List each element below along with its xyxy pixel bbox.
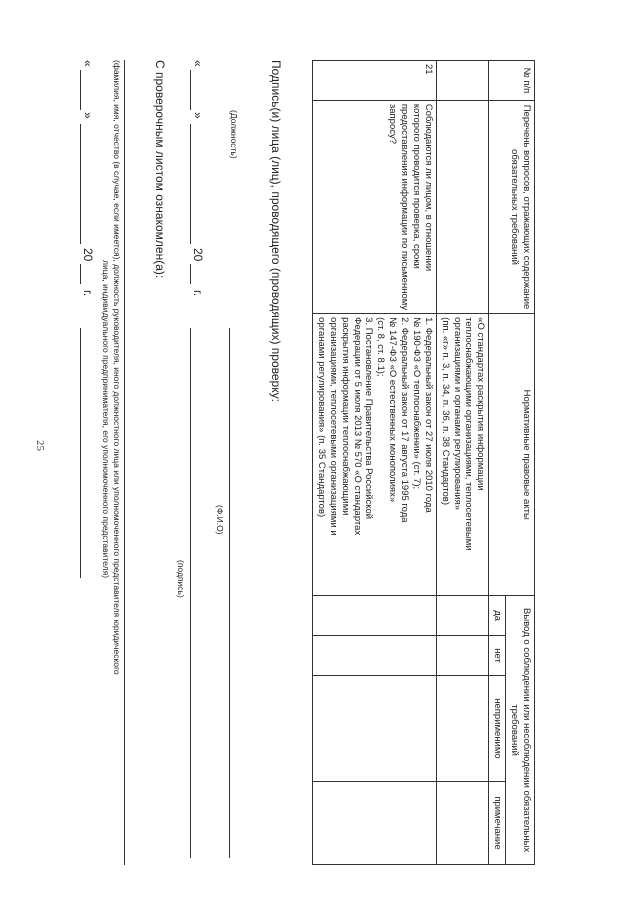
- act-line: (пп. «г» п. 3, п. 34, п. 36, п. 38 Стандартов): [439, 317, 451, 505]
- header-num: № п/п: [489, 61, 535, 101]
- act-line: органами регулирования» (п. 35 Стандартов): [316, 317, 327, 518]
- cell-yes[interactable]: [436, 596, 489, 636]
- act-line: раскрытия информации теплоснабжающими: [339, 317, 351, 516]
- date-close-2: »: [81, 112, 95, 119]
- sign-label: (подпись): [176, 560, 186, 598]
- representative-caption-1: (фамилия, имя, отчество (в случае, если имеется), должность руководителя, иного должностного лица или уполномоченного представителя юридического: [112, 60, 122, 675]
- cell-note[interactable]: [313, 781, 437, 864]
- year-line-2[interactable]: [80, 264, 81, 284]
- year-suffix-2: г.: [81, 290, 95, 297]
- cell-not-applicable[interactable]: [436, 676, 489, 782]
- representative-line[interactable]: [124, 60, 125, 865]
- cell-note[interactable]: [436, 781, 489, 864]
- inspectors-label: Подпись(и) лица (лиц), проводящего (проводящих) проверку:: [269, 60, 283, 402]
- fio-label: (Ф.И.О): [215, 505, 225, 535]
- header-not-applicable: неприменимо: [489, 676, 506, 782]
- table-header-row: [506, 61, 535, 865]
- header-no: нет: [489, 636, 506, 676]
- date-close: »: [191, 112, 205, 119]
- row-num: [436, 61, 489, 101]
- fio-line[interactable]: [229, 328, 230, 858]
- acquainted-label: С проверочным листом ознакомлен(а):: [153, 60, 167, 279]
- month-line[interactable]: [190, 124, 191, 244]
- cell-yes[interactable]: [313, 596, 437, 636]
- act-line: 1. Федеральный закон от 27 июля 2010 года: [422, 317, 434, 513]
- act-line: № 190-ФЗ «О теплоснабжении» (ст. 7);: [411, 317, 422, 490]
- row-num: 21: [313, 61, 437, 101]
- day-line-2[interactable]: [80, 70, 81, 110]
- year-line[interactable]: [190, 264, 191, 284]
- signature-line[interactable]: [190, 328, 191, 858]
- row-question: Соблюдаются ли лицом, в отношении которого проводится проверка, сроки предоставления информации по письменному запросу?: [313, 100, 437, 313]
- date-open: «: [191, 60, 205, 67]
- representative-caption-2: лица, индивидуального предпринимателя, его уполномоченного представителя): [101, 260, 111, 579]
- year-prefix-2: 20: [81, 248, 95, 262]
- header-conclusion: Вывод о соблюдении или несоблюдении обязательных требований: [506, 596, 535, 865]
- act-line: (ст. 8, ст. 8.1);: [375, 317, 387, 377]
- header-yes: да: [489, 596, 506, 636]
- act-line: организациями и органами регулирования»: [451, 317, 463, 511]
- row-question: [436, 100, 489, 313]
- year-suffix: г.: [191, 290, 205, 297]
- cell-no[interactable]: [436, 636, 489, 676]
- act-line: 3. Постановление Правительства Российской: [363, 317, 375, 520]
- day-line[interactable]: [190, 70, 191, 110]
- date-open-2: «: [81, 60, 95, 67]
- act-line: организациями, теплосетевыми организациями и: [327, 317, 339, 536]
- header-acts: Нормативные правовые акты: [489, 314, 535, 596]
- act-line: «О стандартах раскрытия информации: [475, 317, 487, 491]
- checklist-table: [312, 60, 535, 865]
- header-note: примечание: [489, 781, 506, 864]
- year-prefix: 20: [191, 248, 205, 262]
- position-label: (Должность): [229, 110, 239, 159]
- row-acts: [313, 314, 437, 596]
- act-line: теплоснабжающими организациями, теплосетевыми: [463, 317, 475, 551]
- cell-no[interactable]: [313, 636, 437, 676]
- act-line: Федерации от 5 июля 2013 № 570 «О стандартах: [351, 317, 363, 536]
- act-line: № 147-ФЗ «О естественных монополиях»: [387, 317, 399, 503]
- signature-line-2[interactable]: [80, 328, 81, 578]
- table-row: [313, 61, 437, 865]
- page-number: 25: [34, 440, 46, 451]
- document-page: [75, 60, 535, 865]
- cell-not-applicable[interactable]: [313, 676, 437, 782]
- act-line: 2. Федеральный закон от 17 августа 1995 года: [399, 317, 411, 523]
- table-row: [436, 61, 489, 865]
- row-acts: [436, 314, 489, 596]
- header-questions: Перечень вопросов, отражающих содержание обязательных требований: [489, 100, 535, 313]
- month-line-2[interactable]: [80, 124, 81, 244]
